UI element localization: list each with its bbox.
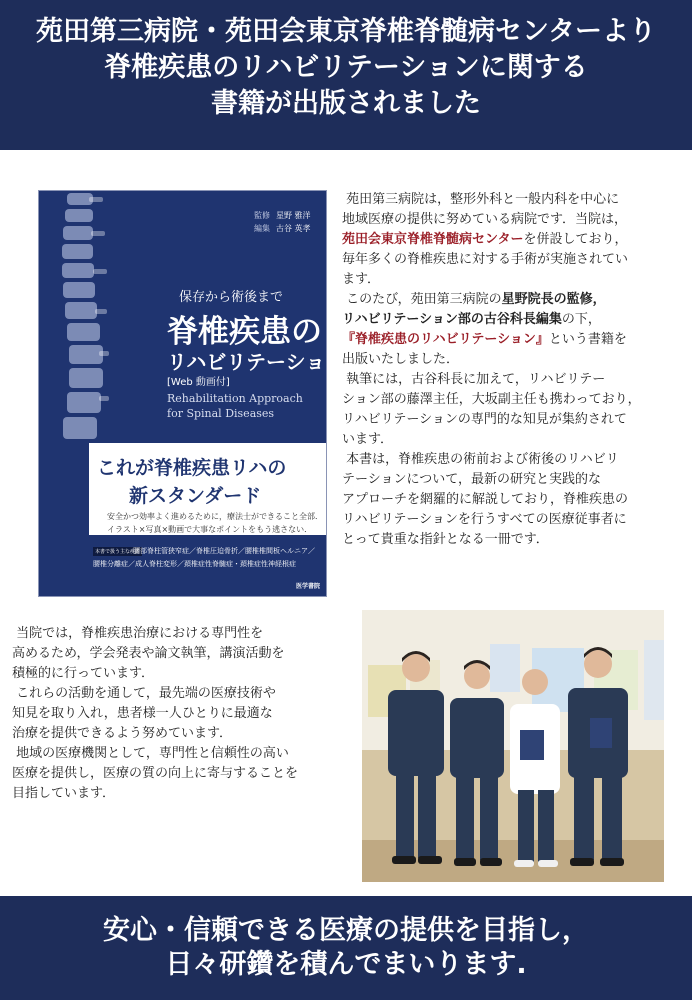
book-catch-1: これが脊椎疾患リハの	[97, 457, 287, 479]
book-english-title-2: for Spinal Diseases	[167, 407, 275, 420]
book-desc-2: イラスト×写真×動画で大事なポイントをもう逃さない．	[107, 525, 313, 534]
book-subtitle: 保存から術後まで	[179, 290, 284, 305]
header-line-1: 苑田第三病院・苑田会東京脊椎脊髄病センターより	[36, 16, 656, 47]
book-web-note: [Web 動画付]	[167, 377, 230, 388]
book-tag-line-2: 腰椎分離症／成人脊柱変形／頚椎症性脊髄症・頚椎症性神経根症	[93, 560, 296, 568]
footer-line-2: 日々研鑽を積んでまいります.	[165, 949, 527, 980]
book-english-title-1: Rehabilitation Approach	[167, 392, 303, 405]
staff-photo	[362, 610, 664, 882]
book-publisher: 医学書院	[295, 583, 320, 590]
center-name: 苑田会東京脊椎脊髄病センター	[342, 232, 524, 247]
book-desc-1: 安全かつ効率よく進めるために，療法士ができること全部．	[107, 512, 323, 521]
book-tag-line-1: 腰部脊柱管狭窄症／脊椎圧迫骨折／腰椎椎間板ヘルニア／	[133, 547, 315, 555]
book-title: 脊椎疾患の	[167, 314, 322, 350]
header-line-3: 書籍が出版されました	[211, 88, 481, 119]
footer-line-1: 安心・信頼できる医療の提供を目指し，	[103, 915, 589, 946]
book-tag-label: 本書で扱う主な疾患	[95, 549, 141, 555]
footer-banner	[0, 896, 692, 1000]
book-catch-2: 新スタンダード	[129, 485, 262, 507]
activities-text: 当院では，脊椎疾患治療における専門性を 高めるため，学会発表や論文執筆，講演活動を 積極的に行っています． これらの活動を通して，最先端の医療技術や 知見を取り入れ，患者様一人ひとりに最適な 治療を提供できるよう努めています． 地域の医療機関として，専門性と信頼性の高い 医療を提供し，医療の質の向上に寄与することを 目指しています．	[12, 626, 299, 801]
book-cover	[38, 190, 346, 597]
book-title-sub: リハビリテーション	[167, 350, 346, 374]
book-announcement-text: 苑田第三病院は，整形外科と一般内科を中心に 地域医療の提供に努めている病院です．当院は， 苑田会東京脊椎脊髄病センターを併設しており， 毎年多くの脊椎疾患に対する手術が実施されてい ます． このたび，苑田第三病院の星野院長の監修， リハビリテーション部の古谷科長編集の下， 『脊椎疾患のリハビリテーション』という書籍を 出版いたしました． 執筆には，古谷科長に加えて，リハビリテー ション部の藤澤主任，大坂副主任も携わっており， リハビリテーションの専門的な知見が集約されて います． 本書は，脊椎疾患の術前および術後のリハビリ テーションについて，最新の研究と実践的な アプローチを網羅的に解説しており，脊椎疾患の リハビリテーションを行うすべての医療従事者に とって貴重な指針となる一冊です．	[342, 192, 641, 547]
header-line-2: 脊椎疾患のリハビリテーションに関する	[104, 52, 588, 83]
book-title-mention: 『脊椎疾患のリハビリテーション』	[342, 332, 549, 347]
book-credits: 監修 星野 雅洋 編集 古谷 英孝	[254, 211, 311, 233]
header-banner	[0, 0, 692, 150]
book-disease-tags	[89, 543, 326, 581]
spine-illustration	[49, 191, 109, 441]
